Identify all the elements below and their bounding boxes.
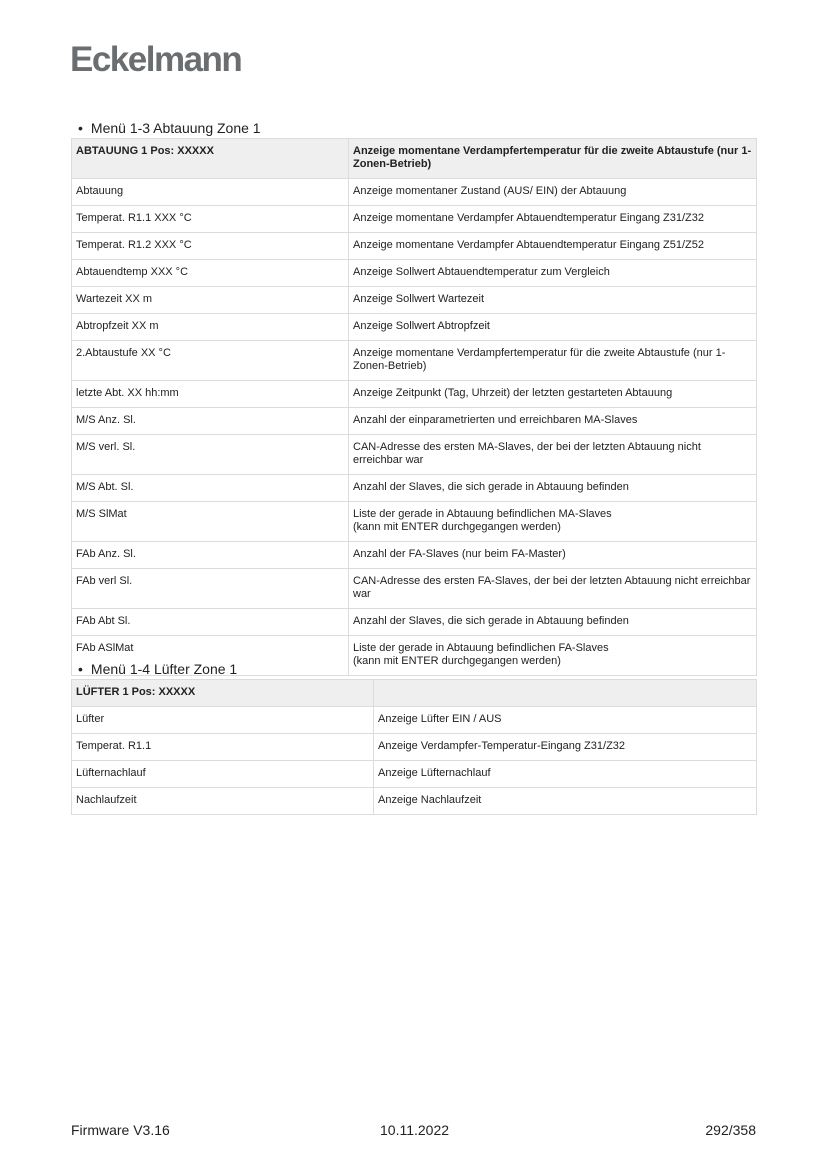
table-row xyxy=(72,761,757,788)
bullet: • xyxy=(78,661,83,677)
table-row xyxy=(72,734,757,761)
table-header-cell: Anzeige momentane Verdampfertemperatur für die zweite Abtaustufe (nur 1-Zonen-Betrieb) xyxy=(349,139,757,179)
description-cell: Anzeige Sollwert Abtropfzeit xyxy=(349,314,757,341)
table-row xyxy=(72,314,757,341)
table-row xyxy=(72,260,757,287)
table-row xyxy=(72,475,757,502)
table-row xyxy=(72,609,757,636)
table-row xyxy=(72,569,757,609)
bullet: • xyxy=(78,120,83,136)
description-cell: Anzahl der Slaves, die sich gerade in Abtauung befinden xyxy=(349,475,757,502)
description-cell: Anzeige Sollwert Wartezeit xyxy=(349,287,757,314)
description-cell: Anzeige momentane Verdampfertemperatur für die zweite Abtaustufe (nur 1-Zonen-Betrieb) xyxy=(349,341,757,381)
table-header-cell: ABTAUUNG 1 Pos: XXXXX xyxy=(72,139,349,179)
table-header-cell: LÜFTER 1 Pos: XXXXX xyxy=(72,680,374,707)
table-row xyxy=(72,287,757,314)
parameter-cell: Abtauung xyxy=(72,179,349,206)
parameter-cell: Wartezeit XX m xyxy=(72,287,349,314)
parameter-cell: Abtropfzeit XX m xyxy=(72,314,349,341)
description-cell: Anzeige Zeitpunkt (Tag, Uhrzeit) der letzten gestarteten Abtauung xyxy=(349,381,757,408)
eckelmann-logo: Eckelmann xyxy=(70,40,242,79)
table-header-cell xyxy=(374,680,757,707)
parameter-cell: Temperat. R1.2 XXX °C xyxy=(72,233,349,260)
section-title-abtauung xyxy=(78,120,261,136)
section-title-text: Menü 1-3 Abtauung Zone 1 xyxy=(90,120,261,136)
description-cell: Liste der gerade in Abtauung befindlichen MA-Slaves (kann mit ENTER durchgegangen werden) xyxy=(349,502,757,542)
parameter-cell: FAb ASlMat xyxy=(72,636,349,676)
table-row xyxy=(72,341,757,381)
table-row xyxy=(72,788,757,815)
parameter-cell: M/S verl. Sl. xyxy=(72,435,349,475)
parameter-cell: Nachlaufzeit xyxy=(72,788,374,815)
parameter-cell: Lüfter xyxy=(72,707,374,734)
table-row xyxy=(72,206,757,233)
description-cell: Anzahl der Slaves, die sich gerade in Abtauung befinden xyxy=(349,609,757,636)
parameter-cell: M/S SlMat xyxy=(72,502,349,542)
table-row xyxy=(72,233,757,260)
description-cell: Anzeige Nachlaufzeit xyxy=(374,788,757,815)
description-cell: Anzahl der einparametrierten und erreichbaren MA-Slaves xyxy=(349,408,757,435)
parameter-cell: 2.Abtaustufe XX °C xyxy=(72,341,349,381)
parameter-cell: Abtauendtemp XXX °C xyxy=(72,260,349,287)
description-cell: Anzeige Sollwert Abtauendtemperatur zum Vergleich xyxy=(349,260,757,287)
luefter-table xyxy=(71,679,757,815)
parameter-cell: M/S Abt. Sl. xyxy=(72,475,349,502)
parameter-cell: M/S Anz. Sl. xyxy=(72,408,349,435)
parameter-cell: FAb verl Sl. xyxy=(72,569,349,609)
table-row xyxy=(72,408,757,435)
table-row xyxy=(72,542,757,569)
abtauung-table xyxy=(71,138,757,676)
footer-firmware: Firmware V3.16 xyxy=(71,1122,170,1138)
description-cell: Anzeige Lüfternachlauf xyxy=(374,761,757,788)
description-cell: CAN-Adresse des ersten MA-Slaves, der bei der letzten Abtauung nicht erreichbar war xyxy=(349,435,757,475)
table-row xyxy=(72,179,757,206)
table-header-row xyxy=(72,680,757,707)
section-title-luefter xyxy=(78,661,237,677)
description-cell: Anzeige momentane Verdampfer Abtauendtemperatur Eingang Z51/Z52 xyxy=(349,233,757,260)
table-header-row xyxy=(72,139,757,179)
table-row xyxy=(72,502,757,542)
parameter-cell: Lüfternachlauf xyxy=(72,761,374,788)
parameter-cell: letzte Abt. XX hh:mm xyxy=(72,381,349,408)
description-cell: Anzeige Lüfter EIN / AUS xyxy=(374,707,757,734)
parameter-cell: Temperat. R1.1 xyxy=(72,734,374,761)
parameter-cell: FAb Anz. Sl. xyxy=(72,542,349,569)
parameter-cell: Temperat. R1.1 XXX °C xyxy=(72,206,349,233)
description-cell: CAN-Adresse des ersten FA-Slaves, der bei der letzten Abtauung nicht erreichbar war xyxy=(349,569,757,609)
description-cell: Anzeige momentaner Zustand (AUS/ EIN) der Abtauung xyxy=(349,179,757,206)
description-cell: Liste der gerade in Abtauung befindlichen FA-Slaves (kann mit ENTER durchgegangen werden) xyxy=(349,636,757,676)
table-row xyxy=(72,381,757,408)
description-cell: Anzeige Verdampfer-Temperatur-Eingang Z31/Z32 xyxy=(374,734,757,761)
description-cell: Anzahl der FA-Slaves (nur beim FA-Master) xyxy=(349,542,757,569)
table-row xyxy=(72,435,757,475)
footer-date: 10.11.2022 xyxy=(380,1122,450,1138)
parameter-cell: FAb Abt Sl. xyxy=(72,609,349,636)
footer-page-number: 292/358 xyxy=(705,1122,756,1138)
table-row xyxy=(72,707,757,734)
description-cell: Anzeige momentane Verdampfer Abtauendtemperatur Eingang Z31/Z32 xyxy=(349,206,757,233)
section-title-text: Menü 1-4 Lüfter Zone 1 xyxy=(90,661,238,677)
